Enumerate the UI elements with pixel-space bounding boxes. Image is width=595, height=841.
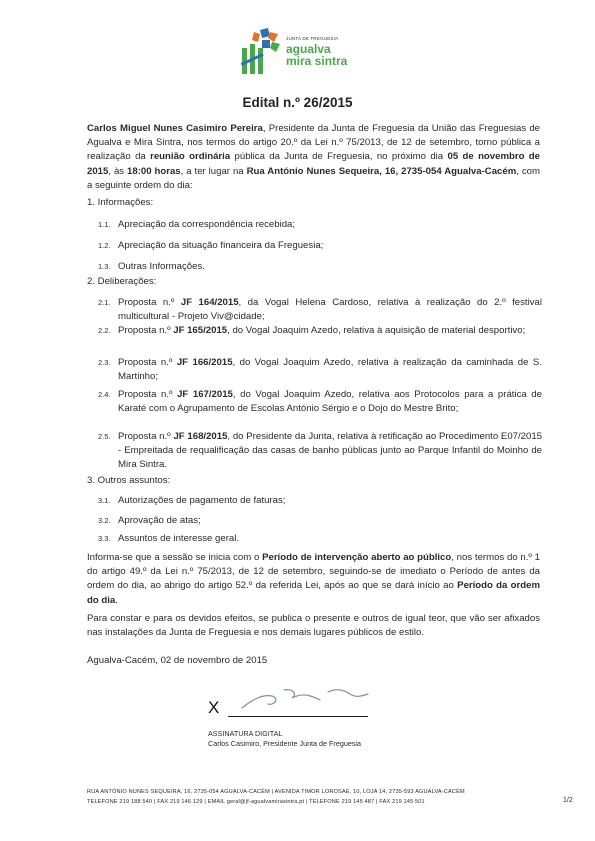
item-number: 3.1. [98, 496, 111, 505]
item-text [118, 296, 542, 324]
item-text [118, 324, 542, 338]
intro-text-2: pública da Junta de Freguesia, no próximo dia [230, 151, 448, 163]
intro-text-1: , Presidente da Junta de Freguesia da União das Freguesias de Agualva e Mira Sintra, nos termos do artigo 20.º da Lei n.º 75/2013, de 12 de setembro, torno pública a realização da [87, 123, 541, 163]
item-prefix: Proposta n.º [118, 297, 181, 308]
intro-text-4: , a ter lugar na [180, 165, 247, 177]
section-outros-assuntos: 3. Outros assuntos: [87, 475, 171, 486]
intro-bold-date: 05 de novembro de 2015 [87, 151, 541, 177]
page-number: 1/2 [563, 797, 573, 804]
proposal-code: JF 164/2015 [180, 297, 239, 308]
item-number: 2.1. [98, 298, 111, 307]
item-text: Apreciação da situação financeira da Freguesia; [118, 240, 324, 251]
intro-bold-time: 18:00 horas [127, 165, 181, 177]
item-number: 2.4. [98, 390, 111, 399]
footer [87, 787, 557, 807]
item-text: Autorizações de pagamento de faturas; [118, 495, 286, 506]
item-text: Apreciação da correspondência recebida; [118, 219, 296, 230]
item-prefix: Proposta n.º [118, 325, 174, 336]
closing-text-3: . [115, 594, 118, 606]
signature-scribble-icon [232, 680, 372, 714]
signature-name: Carlos Casimiro, Presidente Junta de Freguesia [208, 739, 362, 748]
closing-text-1: Informa-se que a sessão se inicia com o [87, 552, 263, 563]
date-line: Agualva-Cacém, 02 de novembro de 2015 [87, 655, 268, 666]
item-text [118, 356, 542, 384]
item-description: , da Vogal Helena Cardoso, relativa à realização do 2.º festival multicultural - Projeto Viv@cidade; [118, 297, 542, 323]
logo [240, 26, 360, 86]
item-number: 1.2. [98, 241, 111, 250]
document-title: Edital n.º 26/2015 [242, 95, 353, 110]
logo-small-text: JUNTA DE FREGUESIA [286, 36, 339, 41]
item-prefix: Proposta n.º [118, 431, 174, 442]
proposal-code: JF 165/2015 [173, 325, 228, 336]
item-number: 2.2. [98, 326, 111, 335]
item-text [118, 430, 542, 473]
item-description: , do Vogal Joaquim Azedo, relativa à realização da caminhada de S. Martinho; [118, 357, 542, 383]
signature-line [228, 716, 368, 717]
item-text: Outras Informações. [118, 261, 205, 272]
item-description: , do Vogal Joaquim Azedo, relativa à aquisição de material desportivo; [227, 325, 526, 336]
intro-bold-meeting: reunião ordinária [150, 151, 231, 163]
signature-caption [208, 729, 361, 749]
item-description: , do Presidente da Junta, relativa à retificação ao Procedimento E07/2015 - Empreitada de requalificação das casas de banho públicas junto ao Parque Infantil do Moinho de Mira Sintra. [118, 431, 542, 471]
intro-text-3: , às [108, 165, 128, 177]
footer-contacts: TELEFONE 219 188 540 | FAX 219 146 129 | EMAIL geral@jf-agualvamirasintra.pt | TELEFONE 219 145 487 | FAX 219 145 501 [87, 799, 425, 805]
intro-paragraph [87, 122, 540, 193]
item-number: 2.3. [98, 358, 111, 367]
item-number: 3.2. [98, 516, 111, 525]
signature-label: ASSINATURA DIGITAL [208, 729, 283, 738]
proposal-code: JF 168/2015 [173, 431, 228, 442]
item-text [118, 388, 542, 416]
item-prefix: Proposta n.º [118, 389, 178, 400]
logo-mira-sintra: mira sintra [286, 54, 348, 68]
signature-x-mark: X [208, 698, 220, 717]
closing-bold-2: Período da ordem do dia [87, 580, 541, 606]
intro-name: Carlos Miguel Nunes Casimiro Pereira [87, 123, 263, 134]
section-deliberacoes: 2. Deliberações: [87, 276, 157, 287]
item-number: 1.1. [98, 220, 111, 229]
footer-address: RUA ANTÓNIO NUNES SEQUEIRA, 16, 2735-054 AGUALVA-CACÉM | AVENIDA TIMOR LOROSAE, 10, LOJA 14, 2735-593 AGUALVA-CACÉM [87, 789, 465, 795]
intro-text-5: , com a seguinte ordem do dia: [87, 165, 540, 191]
closing-bold-1: Período de intervenção aberto ao público [262, 552, 452, 563]
intro-bold-address: Rua António Nunes Sequeira, 16, 2735-054 Agualva-Cacém [246, 165, 517, 177]
item-number: 2.5. [98, 432, 111, 441]
closing-text-2: , nos termos do n.º 1 do artigo 49.º da Lei n.º 75/2013, de 12 de setembro, seguindo-se de imediato o Período de antes da ordem do dia, ao abrigo do artigo 52.º da referida Lei, após ao que se dará início ao [87, 552, 541, 592]
effects-paragraph: Para constar e para os devidos efeitos, se publica o presente e outros de igual teor, que vão ser afixados nas instalações da Junta de Freguesia e nos demais lugares públicos de estilo. [87, 613, 540, 639]
item-number: 3.3. [98, 534, 111, 543]
closing-paragraph [87, 551, 540, 608]
item-number: 1.3. [98, 262, 111, 271]
item-text: Assuntos de interesse geral. [118, 533, 240, 544]
logo-mark-icon [240, 26, 284, 78]
proposal-code: JF 167/2015 [177, 389, 233, 400]
logo-agualva: agualva [286, 42, 331, 56]
item-text: Aprovação de atas; [118, 515, 201, 526]
section-informacoes: 1. Informações: [87, 197, 154, 208]
item-prefix: Proposta n.º [118, 357, 177, 368]
item-description: , do Vogal Joaquim Azedo, relativa aos Protocolos para a prática de Karaté com o Agrupamento de Escolas António Sérgio e o Dojo do Mestre Brito; [118, 389, 542, 415]
proposal-code: JF 166/2015 [176, 357, 233, 368]
